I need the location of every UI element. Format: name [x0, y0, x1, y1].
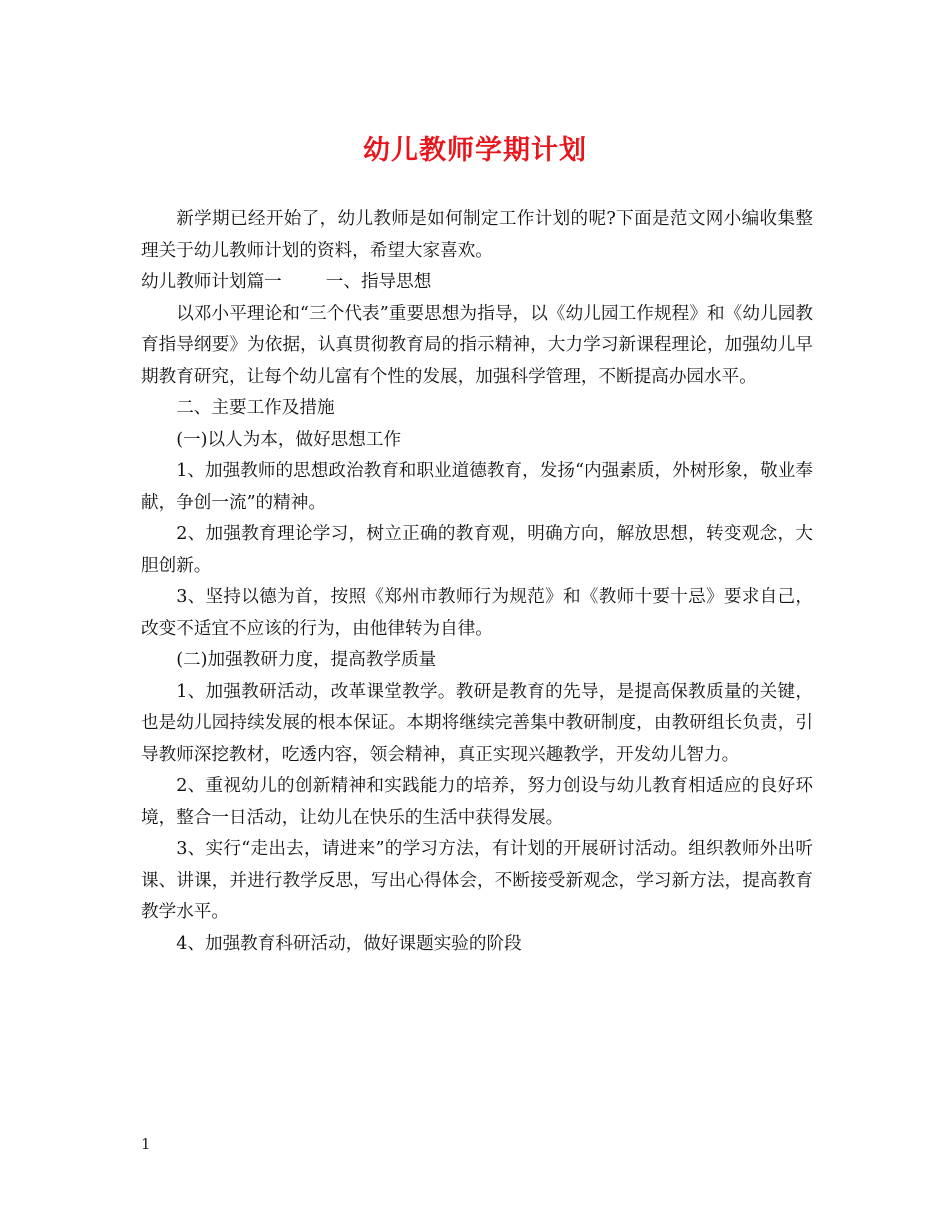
paragraph-item-2: 2、加强教育理论学习，树立正确的教育观，明确方向，解放思想，转变观念，大胆创新。 — [141, 524, 813, 576]
document-title: 幼儿教师学期计划 — [363, 135, 587, 166]
heading-main-work: 二、主要工作及措施 — [176, 398, 335, 418]
paragraph-research-3: 3、实行“走出去，请进来”的学习方法，有计划的开展研讨活动。组织教师外出听课、讲课，并进行教学反思，写出心得体会，不断接受新观念，学习新方法，提高教育教学水平。 — [141, 839, 813, 922]
page-number: 1 — [141, 1135, 151, 1153]
paragraph-research-2: 2、重视幼儿的创新精神和实践能力的培养，努力创设与幼儿教育相适应的良好环境，整合一日活动，让幼儿在快乐的生活中获得发展。 — [141, 776, 813, 828]
intro-paragraph: 新学期已经开始了，幼儿教师是如何制定工作计划的呢?下面是范文网小编收集整理关于幼儿教师计划的资料，希望大家喜欢。 — [141, 209, 813, 261]
paragraph-item-3: 3、坚持以德为首，按照《郑州市教师行为规范》和《教师十要十忌》要求自己，改变不适宜不应该的行为，由他律转为自律。 — [141, 587, 813, 639]
section-heading-right: 一、指导思想 — [325, 272, 432, 292]
paragraph-item-1: 1、加强教师的思想政治教育和职业道德教育，发扬“内强素质，外树形象，敬业奉献，争创一流”的精神。 — [141, 461, 813, 513]
paragraph-research-4: 4、加强教育科研活动，做好课题实验的阶段 — [176, 933, 522, 954]
paragraph-research-1: 1、加强教研活动，改革课堂教学。教研是教育的先导，是提高保教质量的关键，也是幼儿园持续发展的根本保证。本期将继续完善集中教研制度，由教研组长负责，引导教师深挖教材，吃透内容，领会精神，真正实现兴趣教学，开发幼儿智力。 — [141, 681, 813, 765]
section-heading-left: 幼儿教师计划篇一 — [141, 272, 282, 292]
subheading-teaching-research: (二)加强教研力度，提高教学质量 — [176, 650, 437, 670]
section-heading — [141, 267, 813, 299]
paragraph-guiding-thought: 以邓小平理论和“三个代表”重要思想为指导，以《幼儿园工作规程》和《幼儿园教育指导纲要》为依据，认真贯彻教育局的指示精神，大力学习新课程理论，加强幼儿早期教育研究，让每个幼儿富有个性的发展，加强科学管理，不断提高办园水平。 — [141, 303, 813, 387]
document-body — [141, 204, 813, 960]
subheading-people-oriented: (一)以人为本，做好思想工作 — [176, 429, 402, 450]
